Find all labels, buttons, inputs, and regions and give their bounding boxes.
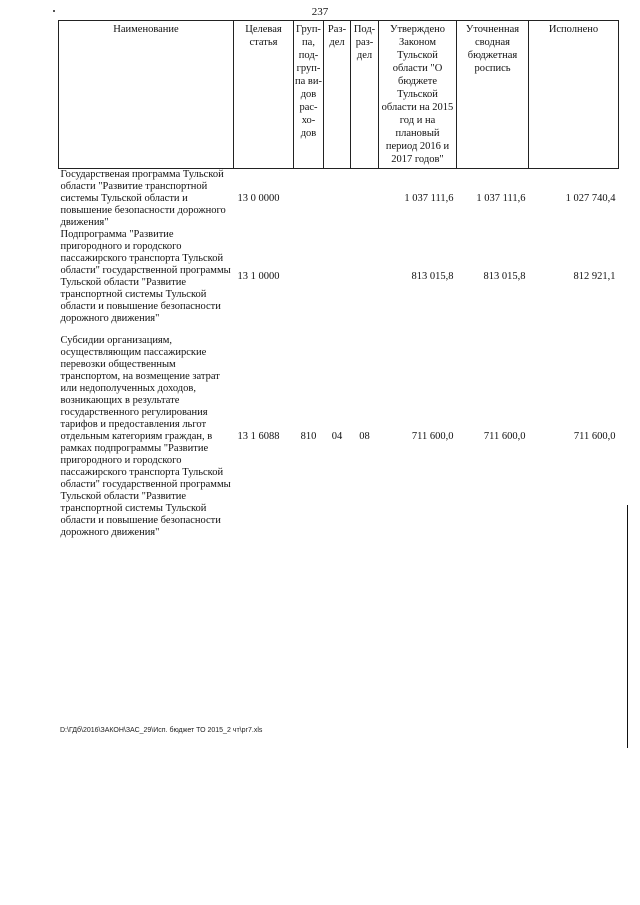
row-section bbox=[324, 229, 351, 325]
header-expense-group: Груп-па, под-груп-па ви-дов рас-хо-дов bbox=[294, 21, 324, 169]
footer-file-path: D:\ГДб\2016\ЗАКОН\ЗАС_29\Исп. бюджет ТО 2015_2 чт\рг7.xls bbox=[60, 727, 263, 734]
table-row bbox=[59, 335, 619, 539]
row-section bbox=[324, 169, 351, 230]
row-refined: 813 015,8 bbox=[483, 271, 526, 282]
header-target-article: Целевая статья bbox=[234, 21, 294, 169]
row-executed: 812 921,1 bbox=[573, 271, 616, 282]
header-section: Раз-дел bbox=[324, 21, 351, 169]
row-section: 04 bbox=[331, 431, 343, 442]
table-header-row bbox=[59, 21, 619, 169]
header-approved: Утверждено Законом Тульской области "О бюджете Тульской области на 2015 год и на плановый период 2016 и 2017 годов" bbox=[379, 21, 457, 169]
row-subsection bbox=[351, 229, 379, 325]
budget-table bbox=[58, 20, 619, 539]
header-name: Наименование bbox=[59, 21, 234, 169]
row-subsection bbox=[351, 169, 379, 230]
row-target-article: 13 1 0000 bbox=[237, 271, 280, 282]
row-approved: 1 037 111,6 bbox=[404, 193, 454, 204]
row-expense-group bbox=[294, 229, 324, 325]
header-refined: Уточненная сводная бюджетная роспись bbox=[457, 21, 529, 169]
row-expense-group bbox=[294, 169, 324, 230]
row-approved: 711 600,0 bbox=[411, 431, 454, 442]
row-target-article: 13 1 6088 bbox=[237, 431, 280, 442]
row-refined: 711 600,0 bbox=[483, 431, 526, 442]
row-approved: 813 015,8 bbox=[411, 271, 454, 282]
scan-edge-line bbox=[627, 505, 628, 748]
header-subsection: Под-раз-дел bbox=[351, 21, 379, 169]
row-executed: 1 027 740,4 bbox=[565, 193, 616, 204]
scan-mark bbox=[53, 10, 55, 12]
row-executed: 711 600,0 bbox=[573, 431, 616, 442]
header-executed: Исполнено bbox=[529, 21, 619, 169]
page-number: 237 bbox=[311, 6, 329, 18]
row-refined: 1 037 111,6 bbox=[476, 193, 526, 204]
row-expense-group: 810 bbox=[300, 431, 317, 442]
table-row bbox=[59, 229, 619, 325]
row-target-article: 13 0 0000 bbox=[237, 193, 280, 204]
table-row bbox=[59, 169, 619, 230]
row-name: Субсидии организациям, осуществляющим пассажирские перевозки общественным транспортом, на возмещение затрат или недополученных доходов, возникающих в результате государственного регулирования тарифов и предоставления льгот отдельным категориям граждан, в рамках подпрограммы "Развитие пригородного и городского пассажирского транспорта Тульской области" государственной программы Тульской области "Развитие транспортной системы Тульской области и повышение безопасности дорожного движения" bbox=[60, 335, 231, 538]
row-subsection: 08 bbox=[359, 431, 370, 442]
row-name: Подпрограмма "Развитие пригородного и городского пассажирского транспорта Тульской области" государственной программы Тульской области "Развитие транспортной системы Тульской области и повышение безопасности дорожного движения" bbox=[60, 229, 231, 324]
row-spacer bbox=[59, 325, 619, 335]
row-name: Государственая программа Тульской области "Развитие транспортной системы Тульской области и повышение безопасности дорожного движения" bbox=[60, 169, 226, 228]
